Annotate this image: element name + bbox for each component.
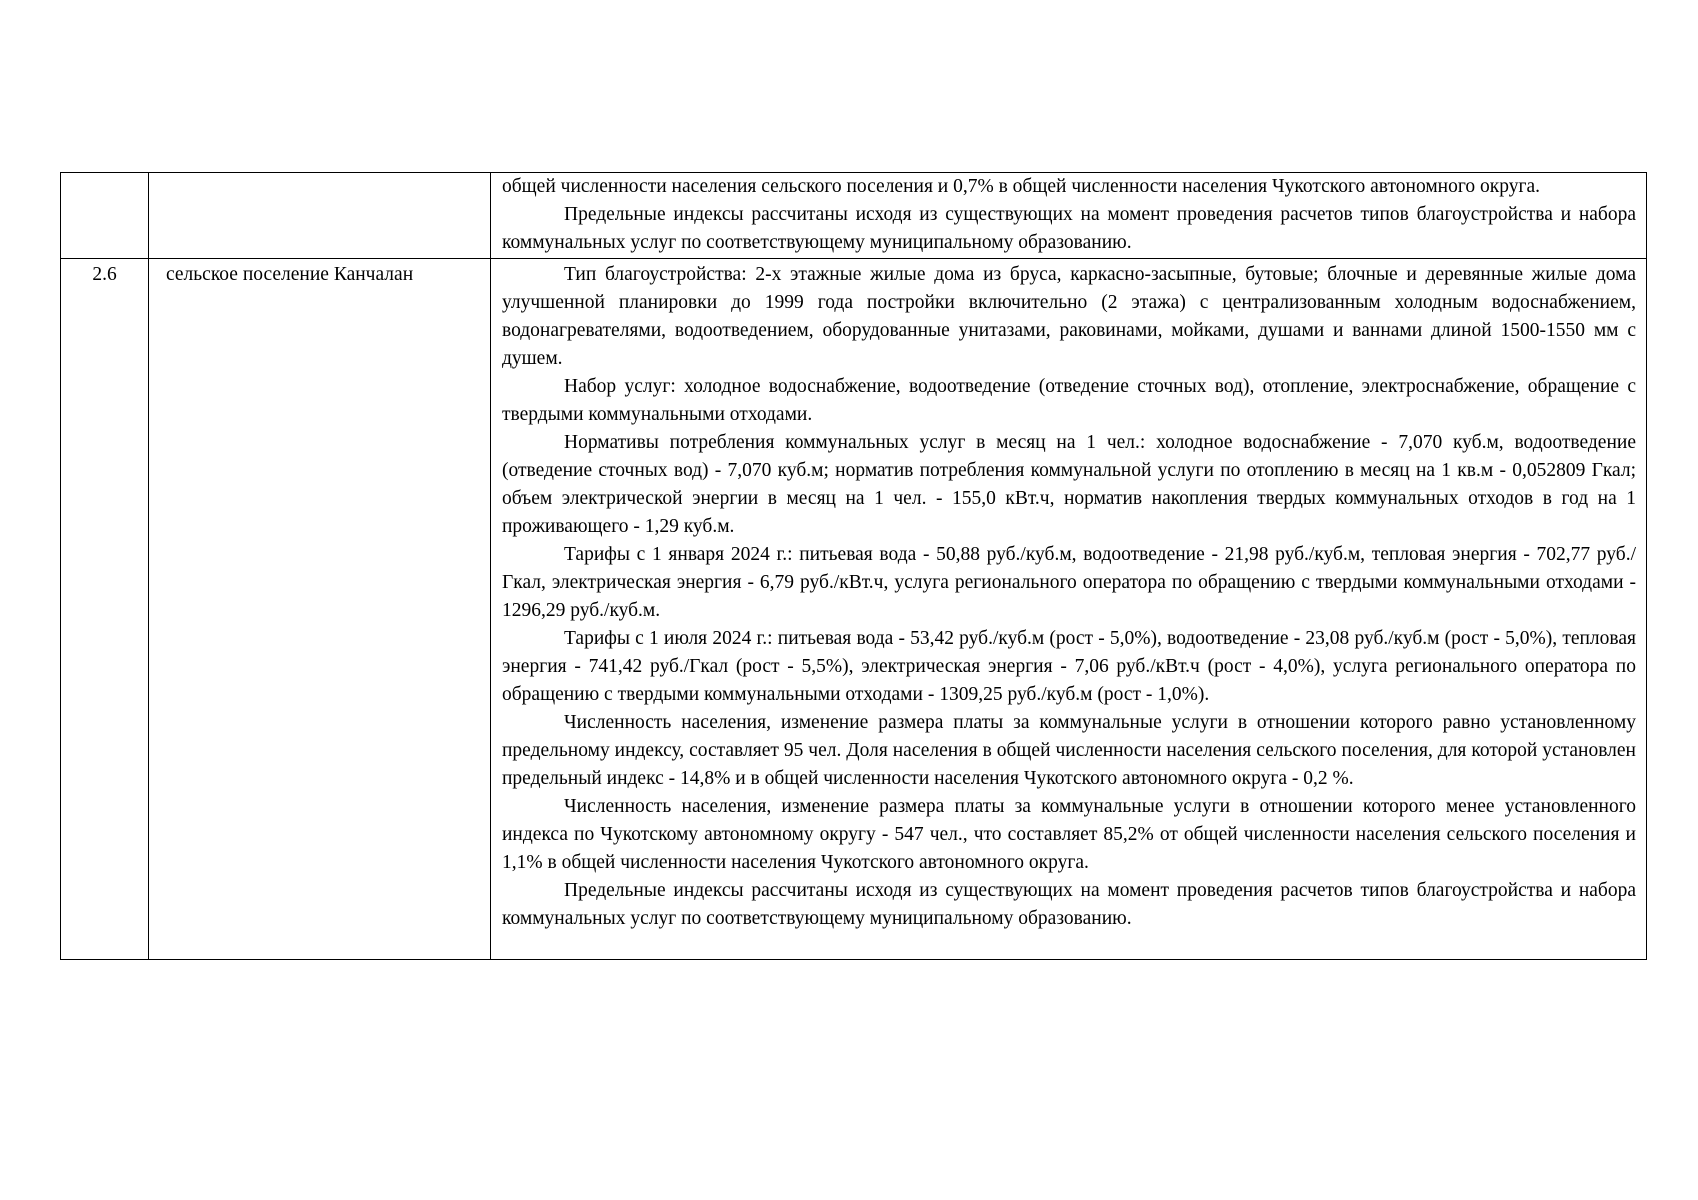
- table-row: [61, 259, 1647, 960]
- municipal-index-table: [60, 172, 1647, 960]
- description-cell: [491, 259, 1647, 960]
- population-below-index-paragraph: Численность населения, изменение размера платы за коммунальные услуги в отношении которого менее установленного индекса по Чукотскому автономному округу - 547 чел., что составляет 85,2% от общей численности населения сельского поселения и 1,1% в общей численности населения Чукотского автономного округа.: [502, 796, 1636, 873]
- population-equal-index-paragraph: Численность населения, изменение размера платы за коммунальные услуги в отношении которого равно установленному предельному индексу, составляет 95 чел. Доля населения в общей численности населения сельского поселения, для которой установлен предельный индекс - 14,8% и в общей численности населения Чукотского автономного округа - 0,2 %.: [502, 712, 1636, 789]
- row-number: [61, 173, 149, 259]
- improvement-type-paragraph: Тип благоустройства: 2-х этажные жилые дома из бруса, каркасно-засыпные, бутовые; блочные и деревянные жилые дома улучшенной планировки до 1999 года постройки включительно (2 этажа) с централизованным холодным водоснабжением, водонагревателями, водоотведением, оборудованные унитазами, раковинами, мойками, душами и ваннами длиной 1500-1550 мм с душем.: [502, 264, 1636, 369]
- services-set-paragraph: Набор услуг: холодное водоснабжение, водоотведение (отведение сточных вод), отопление, электроснабжение, обращение с твердыми коммунальными отходами.: [502, 376, 1636, 425]
- municipality-name: [149, 173, 491, 259]
- tariffs-january-paragraph: Тарифы с 1 января 2024 г.: питьевая вода - 50,88 руб./куб.м, водоотведение - 21,98 руб./куб.м, тепловая энергия - 702,77 руб./Гкал, электрическая энергия - 6,79 руб./кВт.ч, услуга регионального оператора по обращению с твердыми коммунальными отходами - 1296,29 руб./куб.м.: [502, 544, 1636, 621]
- municipality-name: сельское поселение Канчалан: [149, 259, 491, 960]
- description-paragraph: Предельные индексы рассчитаны исходя из существующих на момент проведения расчетов типов благоустройства и набора коммунальных услуг по соответствующему муниципальному образованию.: [502, 204, 1636, 253]
- index-basis-paragraph: Предельные индексы рассчитаны исходя из существующих на момент проведения расчетов типов благоустройства и набора коммунальных услуг по соответствующему муниципальному образованию.: [502, 880, 1636, 929]
- consumption-norms-paragraph: Нормативы потребления коммунальных услуг в месяц на 1 чел.: холодное водоснабжение - 7,070 куб.м, водоотведение (отведение сточных вод) - 7,070 куб.м; норматив потребления коммунальной услуги по отоплению в месяц на 1 кв.м - 0,052809 Гкал; объем электрической энергии в месяц на 1 чел. - 155,0 кВт.ч, норматив накопления твердых коммунальных отходов в год на 1 проживающего - 1,29 куб.м.: [502, 432, 1636, 537]
- description-paragraph: общей численности населения сельского поселения и 0,7% в общей численности населения Чукотского автономного округа.: [502, 176, 1540, 197]
- description-cell: [491, 173, 1647, 259]
- row-number: 2.6: [61, 259, 149, 960]
- tariffs-july-paragraph: Тарифы с 1 июля 2024 г.: питьевая вода - 53,42 руб./куб.м (рост - 5,0%), водоотведение - 23,08 руб./куб.м (рост - 5,0%), тепловая энергия - 741,42 руб./Гкал (рост - 5,5%), электрическая энергия - 7,06 руб./кВт.ч (рост - 4,0%), услуга регионального оператора по обращению с твердыми коммунальными отходами - 1309,25 руб./куб.м (рост - 1,0%).: [502, 628, 1636, 705]
- table-row: [61, 173, 1647, 259]
